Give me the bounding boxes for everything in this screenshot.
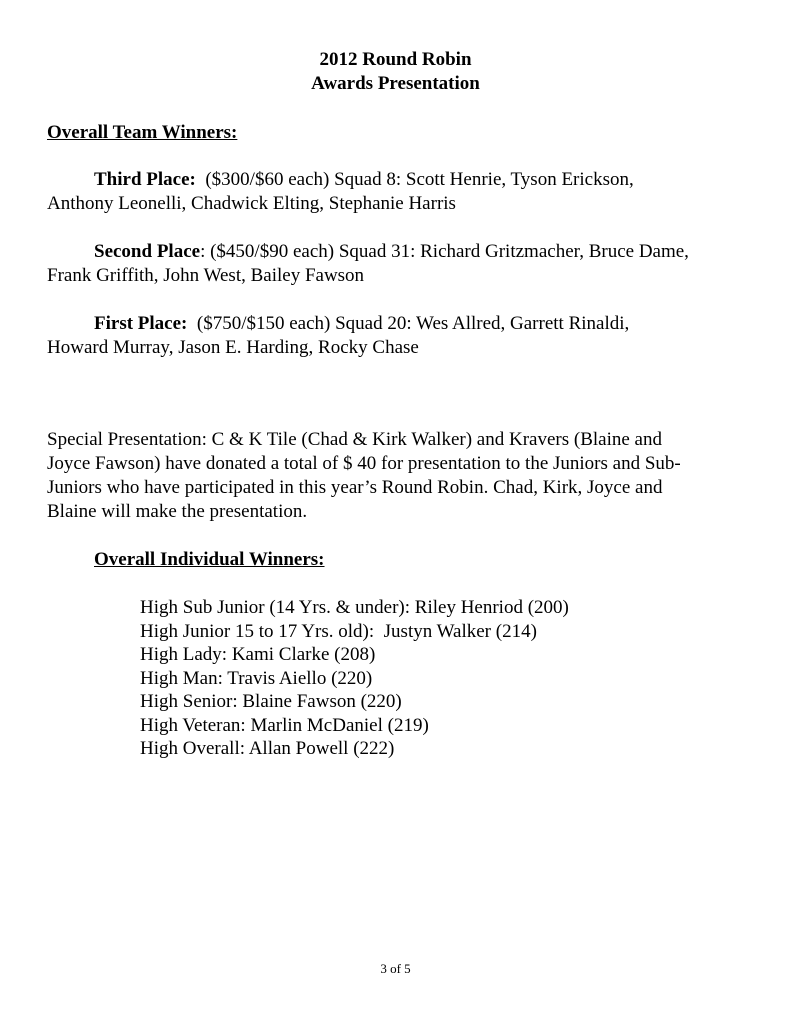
team-winners-heading: Overall Team Winners: bbox=[47, 122, 238, 143]
second-place-paragraph bbox=[47, 240, 747, 288]
second-place-line-2: Frank Griffith, John West, Bailey Fawson bbox=[47, 265, 365, 286]
special-presentation-line: Joyce Fawson) have donated a total of $ 40 for presentation to the Juniors and Sub- bbox=[47, 453, 681, 474]
first-place-details: ($750/$150 each) Squad 20: Wes Allred, Garrett Rinaldi, bbox=[187, 313, 630, 334]
document-title-line-2: Awards Presentation bbox=[311, 73, 480, 94]
first-place-line-2: Howard Murray, Jason E. Harding, Rocky Chase bbox=[47, 337, 419, 358]
individual-winners-heading: Overall Individual Winners: bbox=[94, 549, 325, 570]
special-presentation-line: Juniors who have participated in this year’s Round Robin. Chad, Kirk, Joyce and bbox=[47, 477, 663, 498]
list-item: High Sub Junior (14 Yrs. & under): Riley Henriod (200) bbox=[140, 597, 569, 618]
special-presentation-line: Special Presentation: C & K Tile (Chad & Kirk Walker) and Kravers (Blaine and bbox=[47, 429, 662, 450]
special-presentation-line: Blaine will make the presentation. bbox=[47, 501, 308, 522]
list-item: High Veteran: Marlin McDaniel (219) bbox=[140, 714, 429, 736]
third-place-label: Third Place: bbox=[94, 169, 196, 190]
second-place-line-1 bbox=[47, 240, 747, 264]
third-place-line-1 bbox=[47, 168, 747, 192]
list-item: High Senior: Blaine Fawson (220) bbox=[140, 691, 402, 712]
list-item: High Lady: Kami Clarke (208) bbox=[140, 644, 376, 665]
document-title-line-1: 2012 Round Robin bbox=[319, 49, 472, 70]
list-item: High Man: Travis Aiello (220) bbox=[140, 667, 373, 689]
individual-winners-list bbox=[140, 596, 569, 761]
special-presentation-paragraph bbox=[47, 428, 747, 524]
first-place-label: First Place: bbox=[94, 313, 188, 334]
second-place-details: : ($450/$90 each) Squad 31: Richard Gritzmacher, Bruce Dame, bbox=[200, 241, 689, 262]
page-number: 3 of 5 bbox=[380, 961, 411, 976]
list-item: High Junior 15 to 17 Yrs. old): Justyn Walker (214) bbox=[140, 620, 537, 642]
third-place-paragraph bbox=[47, 168, 747, 216]
third-place-details: ($300/$60 each) Squad 8: Scott Henrie, Tyson Erickson, bbox=[195, 169, 634, 190]
list-item: High Overall: Allan Powell (222) bbox=[140, 738, 395, 759]
first-place-paragraph bbox=[47, 312, 747, 360]
first-place-line-1 bbox=[47, 312, 747, 336]
third-place-line-2: Anthony Leonelli, Chadwick Elting, Stephanie Harris bbox=[47, 193, 456, 214]
second-place-label: Second Place bbox=[94, 241, 201, 262]
